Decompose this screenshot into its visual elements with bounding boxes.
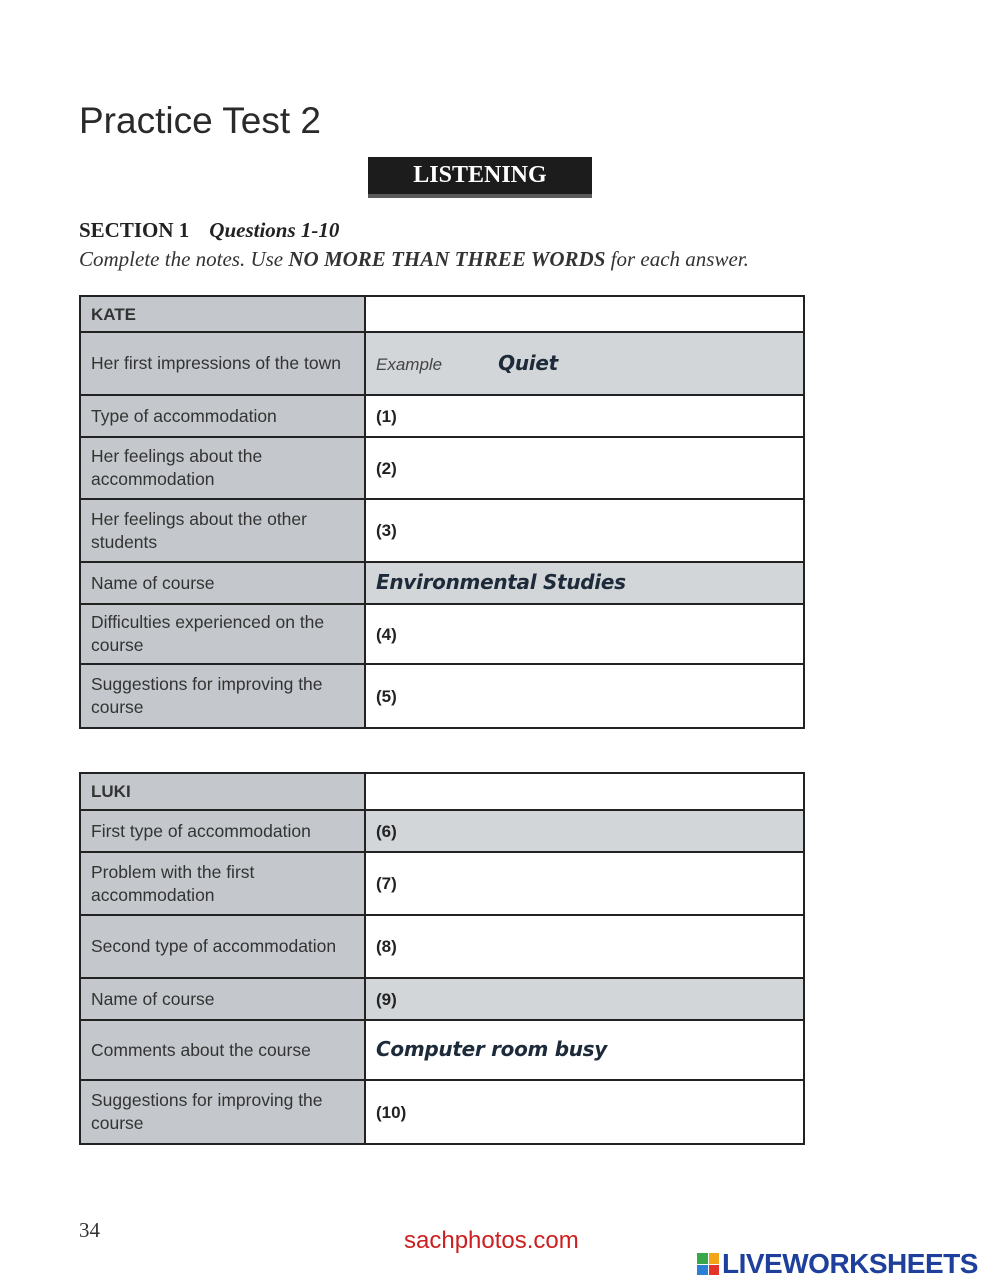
- row-label: Comments about the course: [80, 1020, 365, 1080]
- given-answer: Environmental Studies: [376, 570, 626, 594]
- table-row: [80, 562, 804, 604]
- question-number: (1): [376, 406, 397, 426]
- answer-blank-5[interactable]: [365, 664, 804, 728]
- liveworksheets-grid-icon: [697, 1253, 719, 1275]
- section-label: SECTION 1: [79, 218, 190, 242]
- question-number: (7): [376, 874, 397, 893]
- kate-header-blank: [365, 296, 804, 332]
- question-number: (5): [376, 686, 397, 706]
- table-row: [80, 437, 804, 499]
- kate-header: KATE: [80, 296, 365, 332]
- answer-blank-8[interactable]: [365, 915, 804, 978]
- row-label: Problem with the first accommodation: [80, 852, 365, 915]
- row-label: Her first impressions of the town: [80, 332, 365, 395]
- table-row: [80, 604, 804, 664]
- table-row: [80, 395, 804, 437]
- luki-header-blank: [365, 773, 804, 810]
- question-number: (10): [376, 1102, 407, 1122]
- table-row: [80, 978, 804, 1020]
- question-number: (9): [376, 989, 397, 1009]
- brand-name: LIVEWORKSHEETS: [722, 1248, 978, 1279]
- page-number: 34: [79, 1218, 100, 1242]
- question-number: (2): [376, 458, 397, 478]
- row-label: Her feelings about the accommodation: [80, 437, 365, 499]
- table-row: [80, 499, 804, 562]
- answer-blank-4[interactable]: [365, 604, 804, 664]
- question-number: (4): [376, 624, 397, 644]
- row-label: Difficulties experienced on the course: [80, 604, 365, 664]
- table-row: [80, 773, 804, 810]
- table-row: [80, 915, 804, 978]
- answer-blank-9[interactable]: [365, 978, 804, 1020]
- luki-notes-table: [79, 772, 805, 1145]
- listening-banner: LISTENING: [368, 157, 592, 198]
- example-label: Example: [376, 354, 443, 374]
- given-answer-cell: [365, 1020, 804, 1080]
- answer-blank-3[interactable]: [365, 499, 804, 562]
- questions-range: Questions 1-10: [209, 218, 340, 242]
- row-label: Type of accommodation: [80, 395, 365, 437]
- row-label: Suggestions for improving the course: [80, 664, 365, 728]
- table-row: [80, 810, 804, 852]
- luki-header: LUKI: [80, 773, 365, 810]
- given-answer-cell: [365, 562, 804, 604]
- page-title: Practice Test 2: [79, 100, 321, 141]
- answer-blank-2[interactable]: [365, 437, 804, 499]
- table-row: [80, 332, 804, 395]
- row-label: Suggestions for improving the course: [80, 1080, 365, 1144]
- question-number: (8): [376, 937, 397, 956]
- given-answer: Computer room busy: [376, 1037, 608, 1061]
- instruction-post: for each answer.: [605, 247, 749, 271]
- row-label: Her feelings about the other students: [80, 499, 365, 562]
- question-number: (3): [376, 521, 397, 540]
- table-row: [80, 852, 804, 915]
- instruction-pre: Complete the notes. Use: [79, 247, 289, 271]
- row-label: Name of course: [80, 978, 365, 1020]
- row-label: First type of accommodation: [80, 810, 365, 852]
- table-row: [80, 664, 804, 728]
- row-label: Second type of accommodation: [80, 915, 365, 978]
- section-heading: [79, 218, 339, 243]
- instruction-bold: NO MORE THAN THREE WORDS: [288, 247, 606, 271]
- table-row: [80, 1080, 804, 1144]
- answer-blank-6[interactable]: [365, 810, 804, 852]
- answer-blank-10[interactable]: [365, 1080, 804, 1144]
- watermark-text: sachphotos.com: [404, 1227, 579, 1254]
- instructions: [79, 247, 749, 272]
- kate-notes-table: [79, 295, 805, 729]
- answer-blank-7[interactable]: [365, 852, 804, 915]
- table-row: [80, 296, 804, 332]
- example-answer: Quiet: [498, 350, 558, 375]
- question-number: (6): [376, 821, 397, 841]
- example-cell: [365, 332, 804, 395]
- table-row: [80, 1020, 804, 1080]
- row-label: Name of course: [80, 562, 365, 604]
- answer-blank-1[interactable]: [365, 395, 804, 437]
- liveworksheets-logo: [697, 1250, 978, 1278]
